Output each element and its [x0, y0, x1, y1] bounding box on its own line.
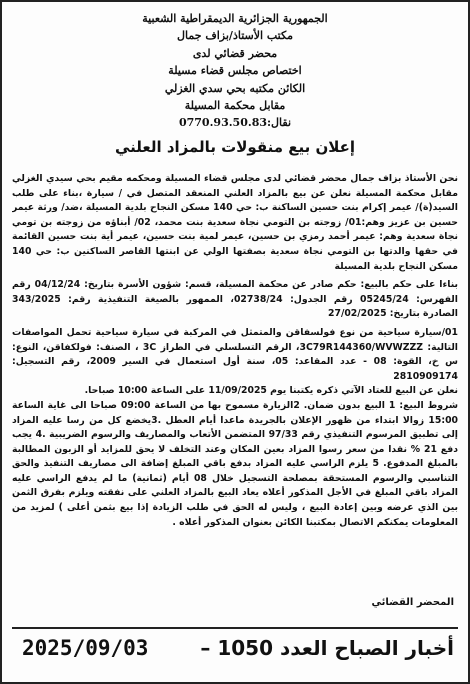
judgment-paragraph: بناءا على حكم بالبيع: حكم صادر عن محكمة المسيلة، قسم: شؤون الأسرة بتاريخ: 04/12/24 رقم الفهرس: 05245/24 رقم الجدول: 02738/24، الممهور بالصيغة التنفيذية رقم: 343/2025 الصادرة بتاريخ: 27/02/2025 [12, 279, 458, 320]
jurisdiction-line: اختصاص مجلس قضاء مسيلة [168, 64, 302, 78]
role-line: محضر قضائي لدى [192, 46, 278, 60]
parties-paragraph: نحن الأستاذ بزاف جمال محضر قضائي لدى مجلس قضاء المسيلة ومحكمه مقيم بحي سيدي الغزلي مقابل محكمة المسيلة نعلن عن بيع بالمزاد العلني المنعقد المتصل في / سيارة ،بناء على طلب السيد(ة)/ عيمر إكرام بنت حسين الساكنة ب: حي 140 مسكن النجاح بلدية المسيلة ،ضد/ ورثة عيمر حسين بن عزيز وهم:01/ زوجته بن التومي نجاة سعدية بنت محمد، 02/ أبناؤه من زوجته بن تومي نجاة سعدية وهم: عيمر أحمد رمزي بن حسين، عيمر لمية بنت حسين، عيمر أية بنت حسين القائمة في حقها والدتها بن التومي نجاة سعدية بصفتها الولي عن ابنتها القاصر الساكنين ب: حي 140 مسكن النجاح بلدية المسيلة [12, 173, 458, 272]
republic-line: الجمهورية الجزائرية الديمقراطية الشعبية [142, 12, 328, 25]
footer-divider [12, 627, 458, 629]
phone-line: نقال:0770.93.50.83 [178, 116, 292, 130]
bailiff-signature: المحضر القضائي [371, 597, 454, 608]
sale-date-paragraph: نعلن عن البيع للعتاد الآتي ذكره يكتبنا يوم 11/09/2025 على الساعة 10:00 صباحا. [84, 385, 458, 397]
address-line: الكائن مكتبه بحي سدي الغزلي [164, 81, 306, 95]
office-line: مكتب الأستاذ/بزاف جمال [177, 29, 293, 43]
sale-conditions-paragraph: شروط البيع: 1 البيع بدون ضمان. 2الزيارة مسموح بها من الساعة 09:00 صباحا الى غاية الساعة 15:00 زوالا ابتداء من ظهور الإعلان بالجريدة ماعدا أيام العطل .3يخضع كل من رسا عليه المزاد إلى تطبيق المرسوم التنفيذي رقم 97/33 المتضمن الأتعاب والمصاريف والرسوم الضريبية .4 يجب دفع 21 % نقدا من سعر رسوا المزاد بعين المكان وعند التخلف لا يحق للمزايد أو الزبون المطالبة بالمبلغ المدفوع. 5 يلزم الراسي عليه المزاد بدفع باقي المبلغ إضافة الى مصاريف التنفيذ والحق التناسبي والرسوم المستحقة بمصلحة التسجيل خلال 08 أيام (ثمانية) ما لم يدفع الراسي عليه المزاد باقي المبلغ في الأجل المذكور أعلاه يعاد البيع بالمزاد العلني على نفقته ويلزم بفرق الثمن بين الذي عرضه وبين إعادة البيع ، وليس له الحق في طلب الزيادة إذا بيع بثمن أعلى ) لمزيد من المعلومات يمكنكم الاتصال بمكتبنا الكائن بعنوان المذكور أعلاه . [12, 399, 458, 528]
publication-footer [22, 634, 454, 670]
letterhead [2, 2, 468, 132]
publication-date: 2025/09/03 [22, 636, 149, 660]
landmark-line: مقابل محكمة المسيلة [184, 99, 286, 113]
publication-name: أخبار الصباح العدد 1050 – [200, 636, 454, 660]
notice-body [12, 172, 458, 590]
notice-title: إعلان بيع منقولات بالمزاد العلني [114, 137, 356, 156]
vehicle-paragraph: 01/سيارة سياحية من نوع فولسفاقن والمتمثل في المركبة في سيارة سياحية تحمل المواصفات التالية: 3C79R144360/WVWZZZ، الرقم التسلسلي في الطراز 3C ، الصنف: فولكفاقن، النوع: س خ، القوة: 08 - عدد المقاعد: 05، سنة أول استعمال في السير 2009، رقم التسجيل: 2810909174 [12, 326, 458, 382]
